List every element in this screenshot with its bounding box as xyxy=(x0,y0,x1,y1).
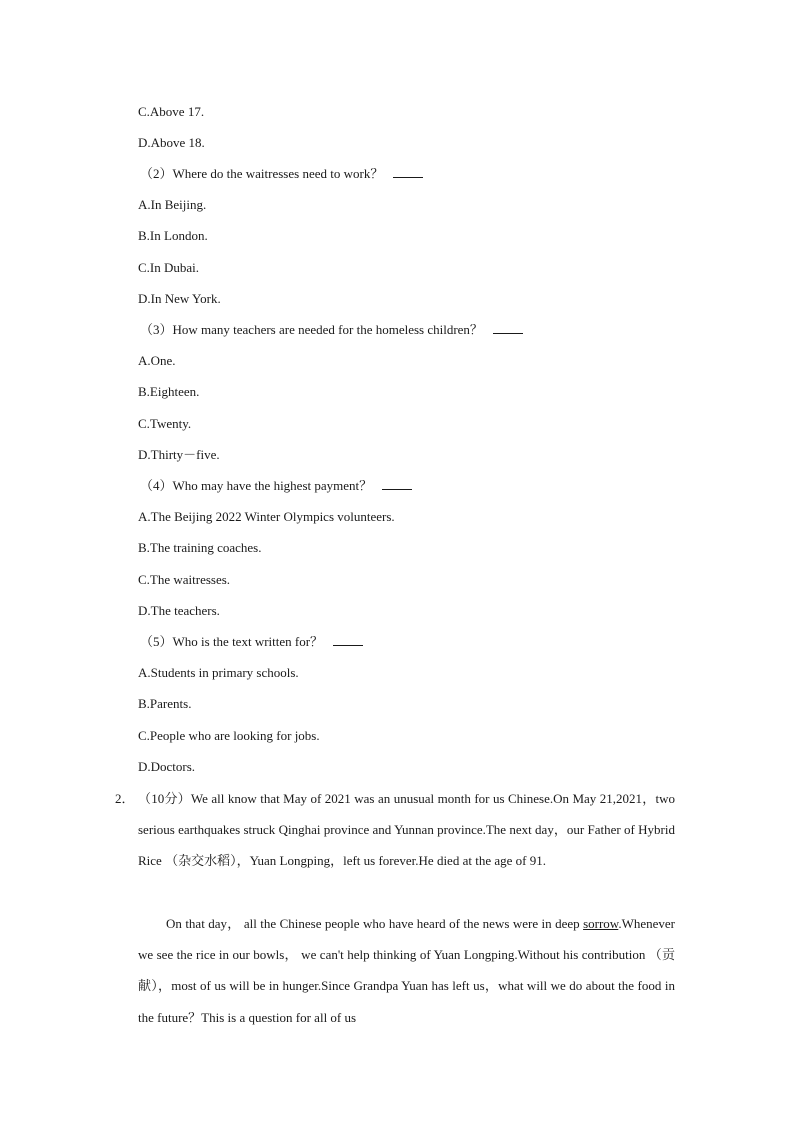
question-2-stem: （2）Where do the waitresses need to work？ xyxy=(140,166,384,181)
option-5a: A.Students in primary schools. xyxy=(138,665,299,680)
option-4b: B.The training coaches. xyxy=(138,540,262,555)
question-5 xyxy=(140,634,363,650)
question-5-stem: （5）Who is the text written for？ xyxy=(140,634,324,649)
option-3b: B.Eighteen. xyxy=(138,384,200,399)
answer-blank-5[interactable] xyxy=(333,634,363,646)
question-2 xyxy=(140,166,423,182)
passage-2-p2-before: On that day， all the Chinese people who have heard of the news were in deep xyxy=(166,916,584,931)
option-1d: D.Above 18. xyxy=(138,135,205,150)
underlined-word-sorrow: sorrow xyxy=(583,916,619,931)
question-3 xyxy=(140,322,523,338)
answer-blank-2[interactable] xyxy=(393,166,423,178)
option-5b: B.Parents. xyxy=(138,696,192,711)
passage-2-paragraph-2 xyxy=(138,908,675,1033)
option-5c: C.People who are looking for jobs. xyxy=(138,728,320,743)
question-4-stem: （4）Who may have the highest payment？ xyxy=(140,478,373,493)
option-2a: A.In Beijing. xyxy=(138,197,207,212)
passage-2-p1-text: （10分）We all know that May of 2021 was an unusual month for us Chinese.On May 21,2021，two serious earthquakes struck Qinghai province and Yunnan province.The next day，our Father of Hybrid Rice （杂交水稻），Yuan Longping，left us forever.He died at the age of 91. xyxy=(138,791,675,869)
answer-blank-4[interactable] xyxy=(382,478,412,490)
question-number-2: 2． xyxy=(115,791,135,806)
option-2b: B.In London. xyxy=(138,228,208,243)
question-3-stem: （3）How many teachers are needed for the homeless children？ xyxy=(140,322,483,337)
question-4 xyxy=(140,478,412,494)
option-2d: D.In New York. xyxy=(138,291,221,306)
option-3d: D.Thirty－five. xyxy=(138,447,220,462)
passage-2-paragraph-1 xyxy=(115,783,675,877)
answer-blank-3[interactable] xyxy=(493,322,523,334)
option-3c: C.Twenty. xyxy=(138,416,192,431)
option-1c: C.Above 17. xyxy=(138,104,205,119)
passage-2-p2-after: .Whenever we see the rice in our bowls， we can't help thinking of Yuan Longping.Without his contribution （贡献），most of us will be in hunger.Since Grandpa Yuan has left us，what will we do about the food in the future？This is a question for all of us xyxy=(138,916,675,1025)
option-3a: A.One. xyxy=(138,353,176,368)
option-4c: C.The waitresses. xyxy=(138,572,231,587)
option-5d: D.Doctors. xyxy=(138,759,196,774)
option-4a: A.The Beijing 2022 Winter Olympics volunteers. xyxy=(138,509,395,524)
option-4d: D.The teachers. xyxy=(138,603,220,618)
option-2c: C.In Dubai. xyxy=(138,260,200,275)
